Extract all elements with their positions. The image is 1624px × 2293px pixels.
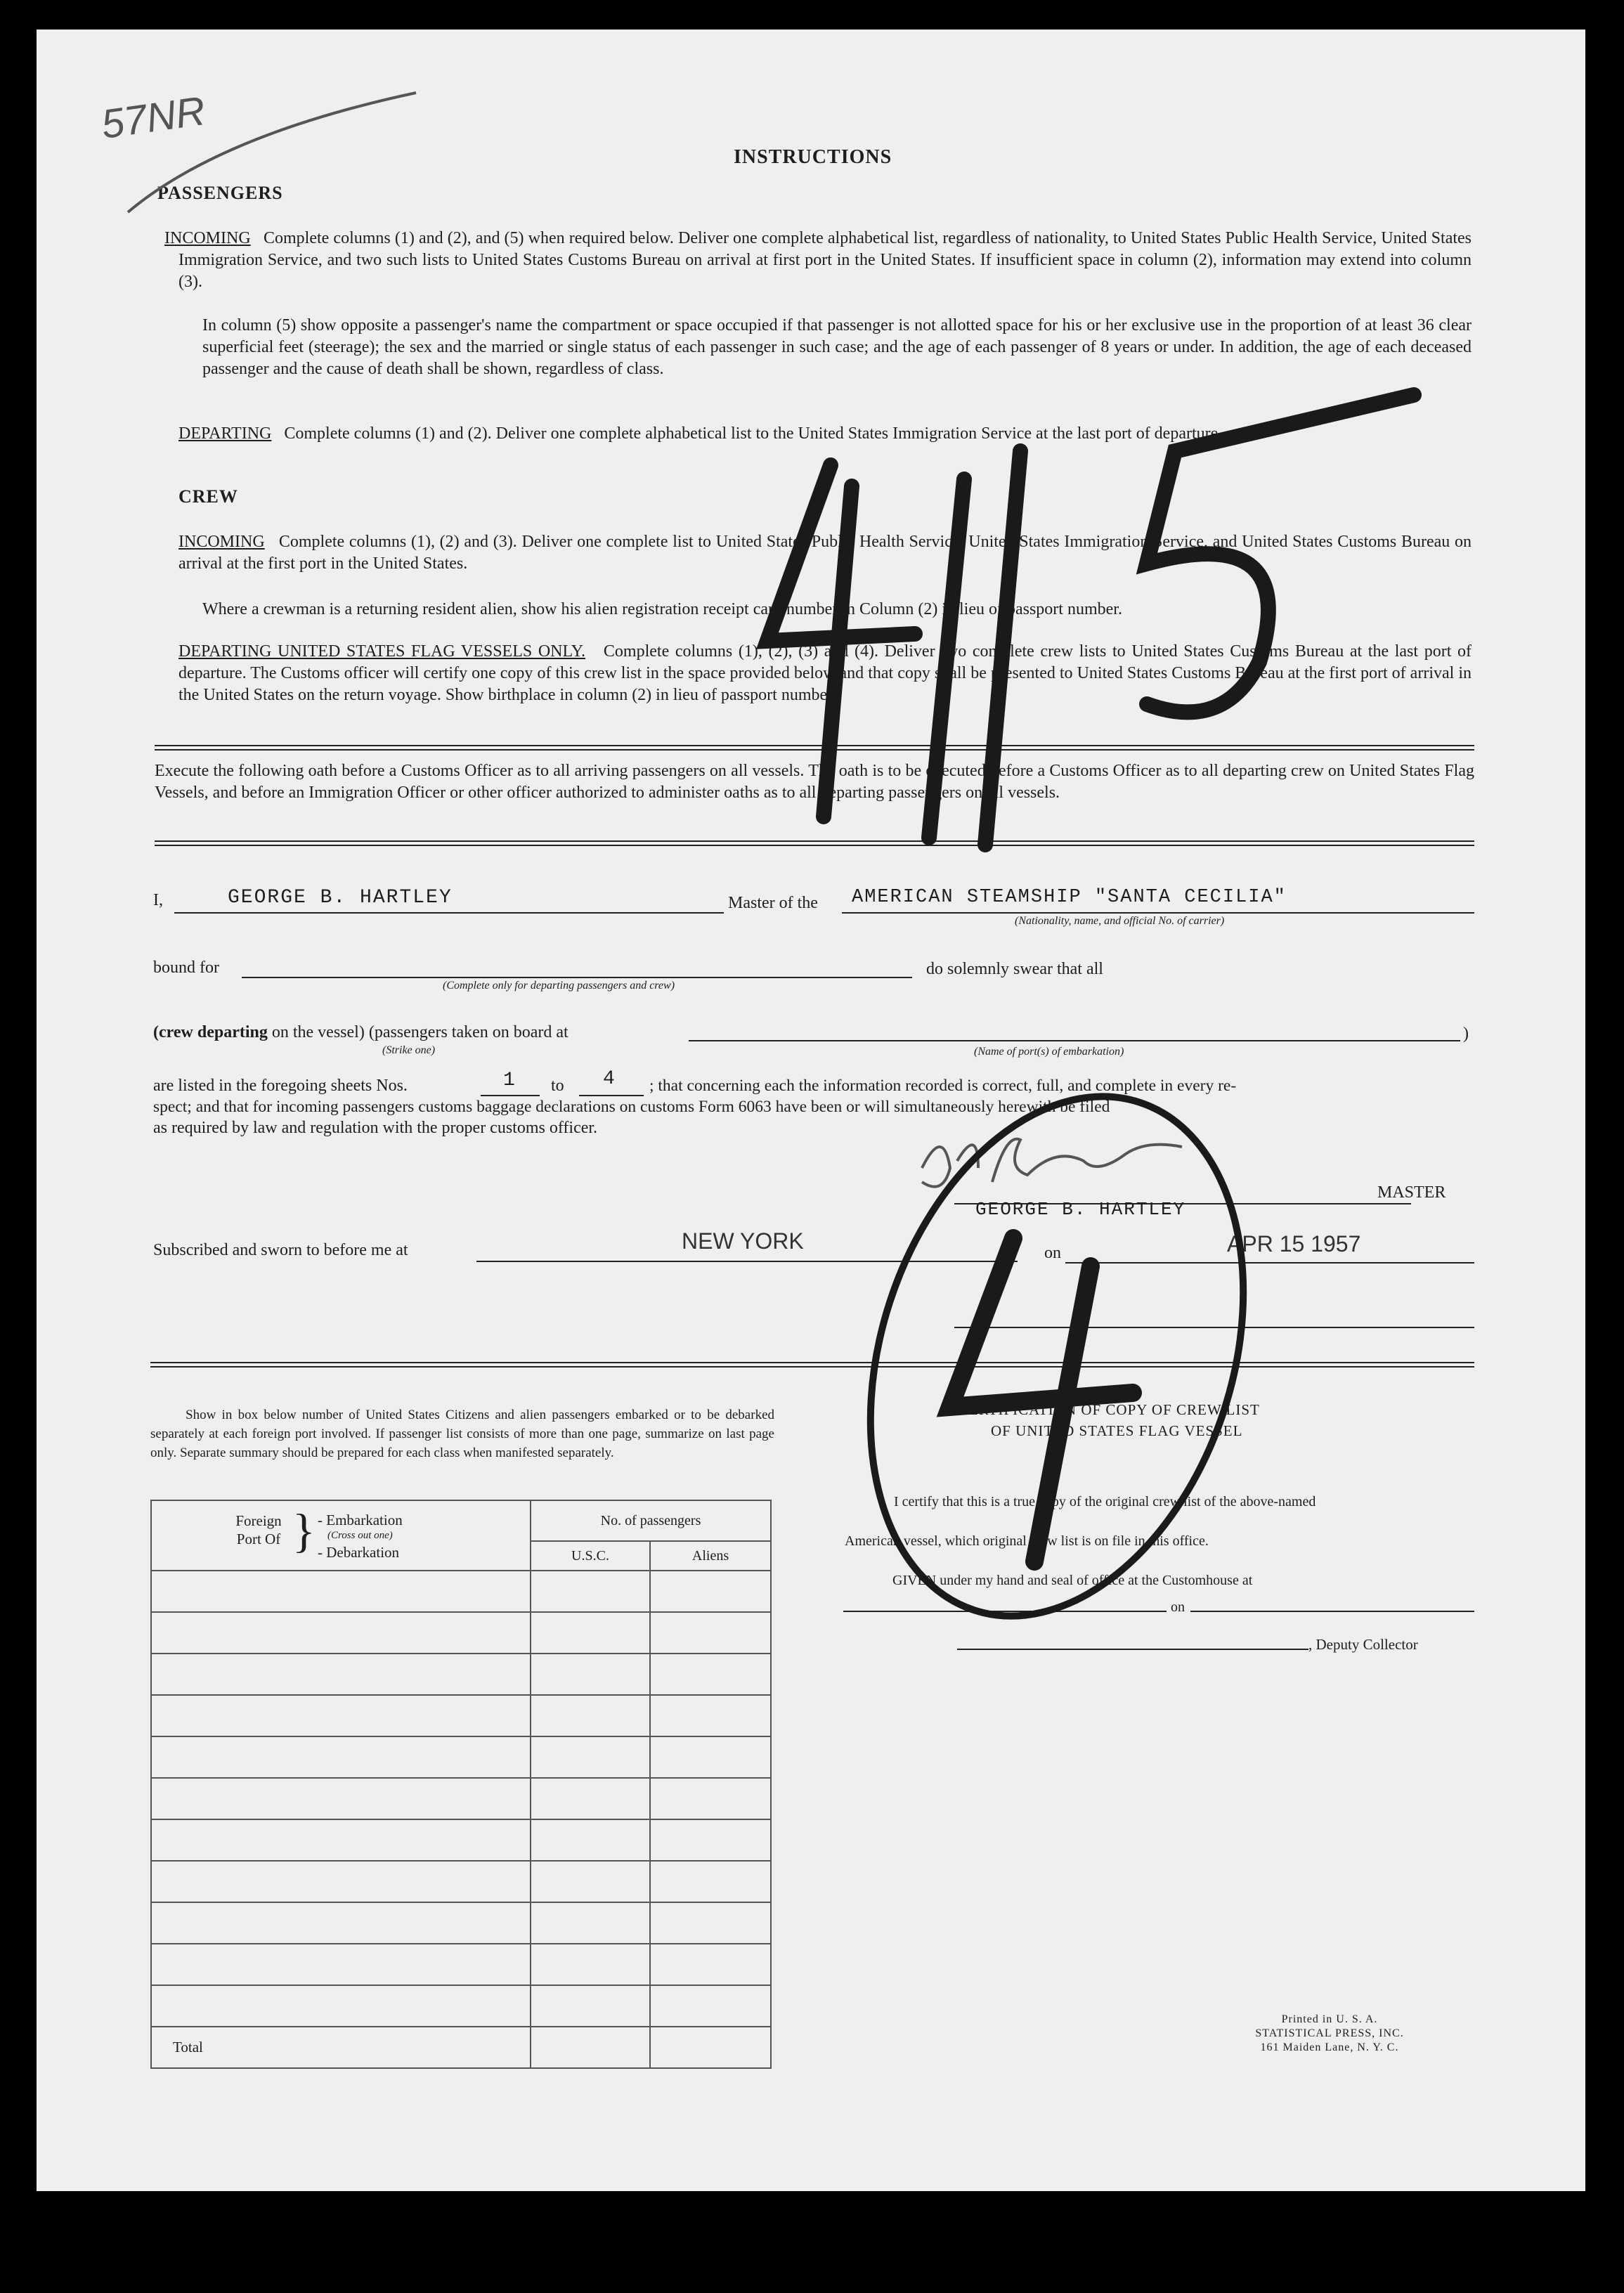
- close-paren: ): [1463, 1025, 1469, 1043]
- bound-for-label: bound for: [153, 959, 219, 977]
- crew-departing-text: Complete columns (1), (2), (3) and (4). Deliver two complete crew lists to United States Customs Bureau at the last port of departure. The Customs officer will certify one copy of this crew list in the space provided below and that copy shall be presented to United States Customs Bureau at the first port of arrival in the United States on the return voyage. Show birthplace in column (2) in lieu of passport number.: [178, 642, 1472, 704]
- certification-title-1: CERTIFICATION OF COPY OF CREW LIST: [959, 1401, 1260, 1418]
- cross-out-caption: (Cross out one): [327, 1530, 393, 1541]
- departing-label: DEPARTING: [178, 424, 272, 443]
- crew-heading: CREW: [178, 486, 238, 507]
- corner-handwritten-note: 57NR: [98, 87, 209, 148]
- sheets-suffix: ; that concerning each the information recorded is correct, full, and complete in every re-: [649, 1077, 1237, 1095]
- bound-for-caption: (Complete only for departing passengers and crew): [443, 980, 675, 992]
- on-vessel-text: on the vessel) (passengers taken on board at: [271, 1023, 569, 1041]
- incoming-text: Complete columns (1) and (2), and (5) when required below. Deliver one complete alphabetical list, regardless of nationality, to United States Public Health Service, United States Immigration Service, and two such lists to United States Customs Bureau on arrival at first port in the United States. If insufficient space in column (2), information may extend into column (3).: [178, 229, 1472, 291]
- aliens-header: Aliens: [650, 1541, 771, 1571]
- sheets-prefix: are listed in the foregoing sheets Nos.: [153, 1077, 408, 1095]
- sworn-date-stamp: APR 15 1957: [1227, 1231, 1361, 1256]
- master-of-label: Master of the: [728, 894, 818, 912]
- summary-instruction: Show in box below number of United States Citizens and alien passengers embarked or to be debarked separately at each foreign port involved. If passenger list consists of more than one page, summarize on last page only. Separate summary should be prepared for each class when manifested separately.: [150, 1408, 774, 1460]
- printer-line-2: STATISTICAL PRESS, INC.: [1255, 2027, 1404, 2039]
- master-label: MASTER: [1377, 1183, 1446, 1202]
- departing-text: Complete columns (1) and (2). Deliver one complete alphabetical list to the United States Immigration Service at the last port of departure.: [284, 424, 1223, 443]
- sheet-to-field: 4: [603, 1068, 616, 1090]
- master-name-field: GEORGE B. HARTLEY: [228, 887, 453, 909]
- big-number-4115: [767, 395, 1414, 845]
- oath-i-label: I,: [153, 891, 163, 909]
- strike-caption: (Strike one): [382, 1044, 436, 1056]
- crew-alien-text: Where a crewman is a returning resident alien, show his alien registration receipt card number in Column (2) in lieu of passport number.: [202, 600, 1122, 618]
- no-of-passengers-header: No. of passengers: [531, 1500, 771, 1541]
- brace-glyph: }: [292, 1504, 316, 1557]
- circle-around-four: [807, 1048, 1306, 1664]
- certification-line-1: I certify that this is a true copy of the original crew list of the above-named: [894, 1494, 1316, 1509]
- crew-departing-label: DEPARTING UNITED STATES FLAG VESSELS ONLY.: [178, 642, 586, 661]
- crew-departing-text-bold: (crew departing: [153, 1023, 268, 1041]
- typed-master-name: GEORGE B. HARTLEY: [975, 1199, 1186, 1220]
- sworn-place-stamp: NEW YORK: [682, 1228, 804, 1254]
- total-label: Total: [151, 2027, 531, 2068]
- master-signature: [922, 1139, 1182, 1187]
- certification-title-2: OF UNITED STATES FLAG VESSEL: [991, 1422, 1243, 1439]
- passengers-heading: PASSENGERS: [157, 183, 283, 203]
- foreign-port-of-label: Foreign Port Of: [235, 1512, 282, 1547]
- incoming-column5-text: In column (5) show opposite a passenger's name the compartment or space occupied if that passenger is not allotted space for his or her exclusive use in the proportion of at least 36 clear superficial feet (steerage); the sex and the married or single status of each passenger in such case; and the age of each passenger of 8 years or under. In addition, the age of each deceased passenger and the cause of death shall be shown, regardless of class.: [202, 316, 1472, 378]
- sheets-line-3: as required by law and regulation with the proper customs officer.: [153, 1119, 598, 1137]
- certification-line-3: GIVEN under my hand and seal of office at the Customhouse at: [892, 1573, 1253, 1588]
- circled-number-4: [950, 1238, 1133, 1561]
- certification-on-label: on: [1171, 1599, 1185, 1615]
- crew-incoming-label: INCOMING: [178, 533, 265, 551]
- sheets-line-2: spect; and that for incoming passengers customs baggage declarations on customs Form 6063 have been or will simultaneously herewith be filed: [153, 1098, 1110, 1116]
- sheet-from-field: 1: [503, 1070, 517, 1091]
- embarkation-label: - Embarkation: [318, 1512, 403, 1528]
- corner-pen-stroke: [128, 93, 416, 212]
- vessel-field: AMERICAN STEAMSHIP "SANTA CECILIA": [852, 887, 1287, 908]
- certification-line-2: American vessel, which original crew list is on file in this office.: [845, 1533, 1209, 1549]
- oath-instruction-text: Execute the following oath before a Customs Officer as to all arriving passengers on all vessels. The oath is to be executed before a Customs Officer as to all departing crew on United States Flag Vessels, and before an Immigration Officer or other officer authorized to administer oaths as to all departing passengers on all vessels.: [155, 762, 1474, 802]
- vessel-caption: (Nationality, name, and official No. of carrier): [1015, 915, 1225, 927]
- handwritten-marks-overlay: [37, 30, 1585, 2191]
- deputy-collector-label: , Deputy Collector: [1308, 1636, 1418, 1653]
- swear-text: do solemnly swear that all: [926, 960, 1103, 978]
- instructions-title: INSTRUCTIONS: [734, 146, 892, 168]
- printer-line-1: Printed in U. S. A.: [1281, 2013, 1378, 2025]
- printer-line-3: 161 Maiden Lane, N. Y. C.: [1260, 2041, 1399, 2053]
- sworn-on-label: on: [1044, 1244, 1061, 1262]
- document-page: [37, 30, 1585, 2191]
- sworn-label: Subscribed and sworn to before me at: [153, 1241, 408, 1259]
- debarkation-label: - Debarkation: [318, 1544, 400, 1561]
- ports-caption: (Name of port(s) of embarkation): [974, 1046, 1124, 1058]
- incoming-label: INCOMING: [164, 229, 251, 247]
- crew-incoming-text: Complete columns (1), (2) and (3). Deliver one complete list to United States Public Health Service, United States Immigration Service, and United States Customs Bureau on arrival at the first port in the United States.: [178, 533, 1472, 573]
- usc-header: U.S.C.: [531, 1541, 650, 1571]
- to-label: to: [551, 1077, 564, 1095]
